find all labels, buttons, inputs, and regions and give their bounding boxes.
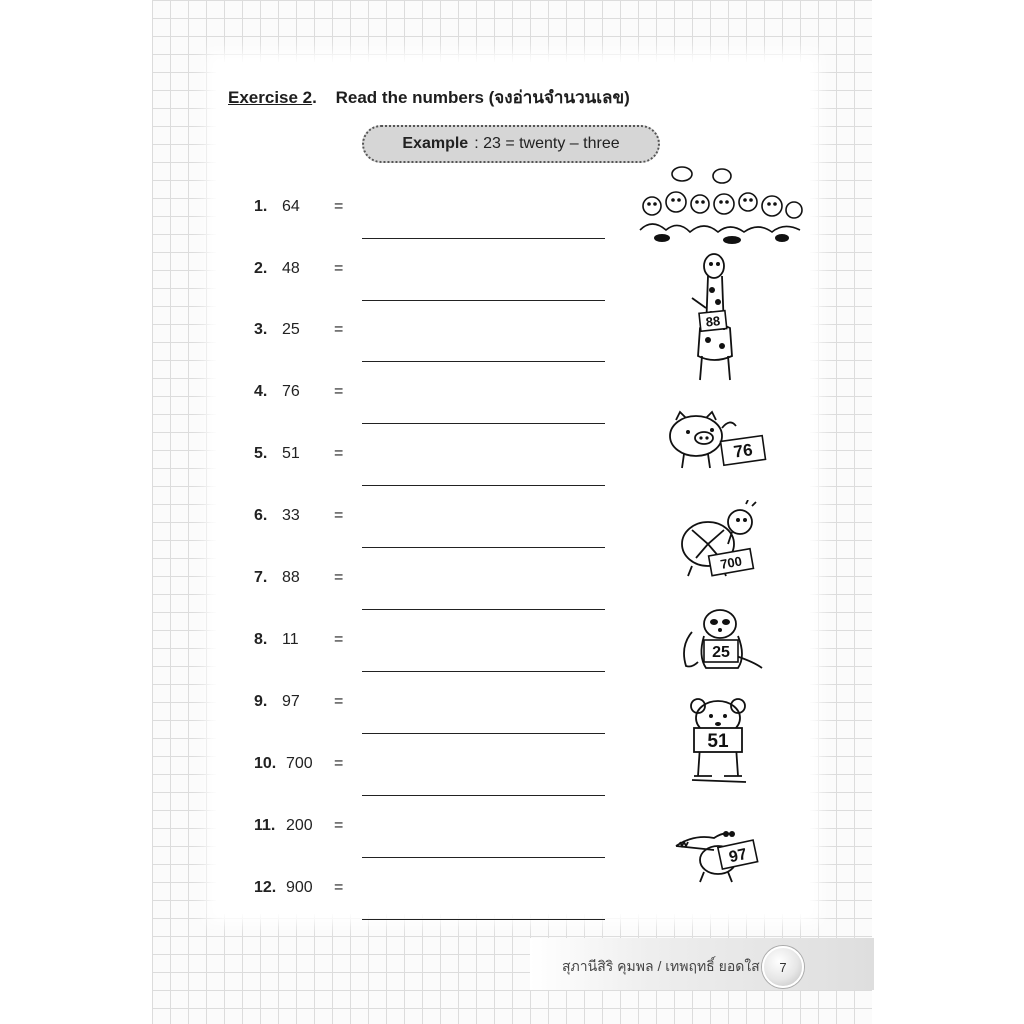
pig-icon [666, 410, 770, 472]
question-value: 700 [286, 755, 313, 772]
question-row [254, 198, 614, 220]
equals-sign: = [334, 693, 344, 710]
equals-sign: = [334, 817, 344, 834]
question-number: 4. [254, 383, 268, 400]
crocodile-sign-text: 97 [727, 845, 749, 867]
question-number: 9. [254, 693, 268, 710]
question-row [254, 507, 614, 529]
question-number: 12. [254, 879, 277, 896]
question-number: 7. [254, 569, 268, 586]
bear-icon [686, 696, 752, 792]
equals-sign: = [334, 631, 344, 648]
exercise-punct: . [312, 88, 317, 107]
equals-sign: = [334, 383, 344, 400]
question-number: 8. [254, 631, 268, 648]
question-value: 51 [282, 445, 300, 462]
exercise-title [228, 84, 630, 111]
question-number: 3. [254, 321, 268, 338]
question-value: 200 [286, 817, 313, 834]
answer-field[interactable] [362, 649, 605, 672]
turtle-sign-text: 700 [719, 553, 744, 572]
page-number: 7 [779, 959, 787, 975]
question-row [254, 260, 614, 282]
answer-field[interactable] [362, 216, 605, 239]
equals-sign: = [334, 445, 344, 462]
answer-field[interactable] [362, 401, 605, 424]
giraffe-icon [678, 250, 748, 386]
equals-sign: = [334, 755, 344, 772]
question-row [254, 569, 614, 591]
question-row [254, 631, 614, 653]
turtle-icon [676, 500, 772, 580]
question-row [254, 817, 614, 839]
question-row [254, 383, 614, 405]
exercise-instruction: Read the numbers (จงอ่านจำนวนเลข) [335, 88, 630, 107]
answer-field[interactable] [362, 897, 605, 920]
question-number: 10. [254, 755, 277, 772]
question-row [254, 693, 614, 715]
giraffe-sign-text: 88 [704, 313, 721, 330]
page-number-badge [762, 946, 804, 988]
example-box [362, 125, 660, 163]
pig-sign-text: 76 [732, 440, 754, 462]
footer-authors: สุภานีสิริ คุมพล / เทพฤทธิ์ ยอดใส [562, 958, 760, 974]
example-label: Example [402, 135, 469, 152]
equals-sign: = [334, 321, 344, 338]
question-value: 76 [282, 383, 300, 400]
example-text: : 23 = twenty – three [474, 135, 620, 152]
question-number: 5. [254, 445, 268, 462]
question-row [254, 755, 614, 777]
question-value: 900 [286, 879, 313, 896]
bear-sign-text: 51 [707, 731, 729, 752]
question-number: 1. [254, 198, 268, 215]
crocodile-icon [674, 816, 764, 886]
question-value: 88 [282, 569, 300, 586]
exercise-label: Exercise 2 [228, 88, 313, 107]
equals-sign: = [334, 569, 344, 586]
question-number: 2. [254, 260, 268, 277]
question-value: 33 [282, 507, 300, 524]
equals-sign: = [334, 507, 344, 524]
answer-field[interactable] [362, 773, 605, 796]
beaver-icon [676, 606, 766, 674]
question-value: 64 [282, 198, 300, 215]
question-row [254, 879, 614, 901]
answer-field[interactable] [362, 278, 605, 301]
question-value: 25 [282, 321, 300, 338]
answer-field[interactable] [362, 587, 605, 610]
answer-field[interactable] [362, 711, 605, 734]
equals-sign: = [334, 879, 344, 896]
question-number: 11. [254, 817, 276, 834]
answer-field[interactable] [362, 525, 605, 548]
question-row [254, 321, 614, 343]
question-value: 48 [282, 260, 300, 277]
question-row [254, 445, 614, 467]
question-value: 11 [282, 631, 299, 648]
question-value: 97 [282, 693, 300, 710]
equals-sign: = [334, 198, 344, 215]
beaver-sign-text: 25 [712, 644, 730, 661]
answer-field[interactable] [362, 463, 605, 486]
animal-group-icon [632, 160, 812, 246]
answer-field[interactable] [362, 835, 605, 858]
equals-sign: = [334, 260, 344, 277]
answer-field[interactable] [362, 339, 605, 362]
question-number: 6. [254, 507, 268, 524]
